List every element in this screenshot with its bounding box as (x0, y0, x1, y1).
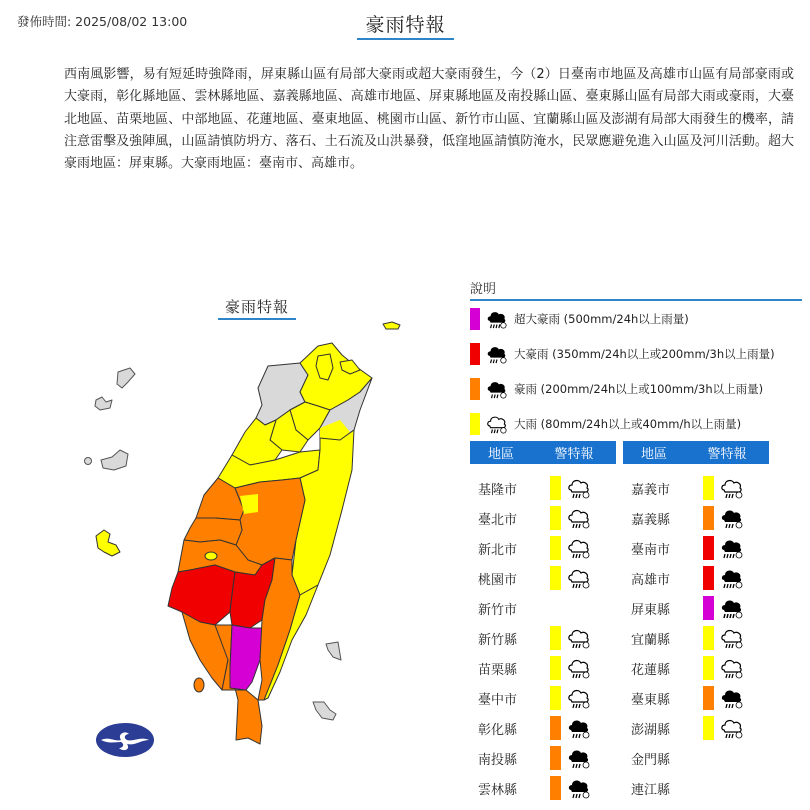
cloud-heavy-rain-icon (720, 536, 744, 560)
cloud-outline-rain-icon (720, 716, 744, 740)
table-row (623, 593, 769, 623)
cloud-heavy-rain-icon (720, 566, 744, 590)
legend-label: 超大豪雨 (500mm/24h以上雨量) (514, 312, 689, 326)
warning-level-swatch (703, 536, 714, 560)
region-name: 彰化縣 (478, 722, 518, 738)
warning-level-swatch (550, 476, 561, 500)
warning-level-swatch (703, 596, 714, 620)
region-name: 南投縣 (478, 752, 518, 768)
region-name: 澎湖縣 (631, 722, 671, 738)
col-region-header: 地區 (640, 447, 667, 462)
cloud-outline-rain-icon (567, 686, 591, 710)
table-row (623, 563, 769, 593)
warning-level-swatch (550, 506, 561, 530)
region-name: 屏東縣 (631, 602, 671, 618)
region-name: 宜蘭縣 (631, 632, 671, 648)
region-kinmen-small (85, 458, 92, 465)
warning-level-swatch (550, 536, 561, 560)
cloud-outline-rain-icon (720, 656, 744, 680)
legend-label: 大豪雨 (350mm/24h以上或200mm/3h以上雨量) (514, 347, 775, 361)
table-row (623, 503, 769, 533)
legend-panel (470, 278, 802, 441)
cloud-outline-rain-icon (720, 626, 744, 650)
table-rows (623, 473, 769, 803)
cloud-outline-rain-icon (567, 536, 591, 560)
warning-level-swatch (550, 746, 561, 770)
warning-level-swatch (703, 626, 714, 650)
region-name: 臺東縣 (631, 692, 671, 708)
warning-level-swatch (550, 686, 561, 710)
region-matsu-1 (117, 368, 135, 388)
region-tainan (168, 565, 235, 625)
region-penghu (96, 530, 120, 556)
cloud-heavy-rain-icon (720, 596, 744, 620)
region-name: 連江縣 (631, 782, 671, 798)
region-name: 臺北市 (478, 512, 518, 528)
cloud-rain-icon (567, 776, 591, 800)
table-row (623, 713, 769, 743)
table-row (470, 743, 616, 773)
warning-level-swatch (703, 476, 714, 500)
region-name: 新北市 (478, 542, 518, 558)
table-row (470, 503, 616, 533)
warning-level-swatch (550, 626, 561, 650)
table-row (623, 653, 769, 683)
col-warning-header: 警特報 (707, 447, 747, 462)
region-chiayi-city (205, 552, 217, 560)
warning-table-left (470, 441, 616, 803)
cloud-rain-icon (720, 506, 744, 530)
legend-swatch (470, 378, 480, 400)
cloud-heavy-rain-icon (486, 343, 508, 365)
region-name: 花蓮縣 (631, 662, 671, 678)
table-row (470, 563, 616, 593)
region-name: 桃園市 (478, 572, 518, 588)
warning-level-swatch (703, 656, 714, 680)
warning-level-swatch (703, 566, 714, 590)
cloud-outline-rain-icon (567, 506, 591, 530)
table-row (623, 473, 769, 503)
table-row (623, 773, 769, 803)
legend-title: 說明 (470, 278, 802, 301)
region-orchid-island (313, 702, 336, 720)
region-liuqiu (194, 678, 204, 692)
region-green-island (326, 642, 341, 660)
cloud-rain-icon (486, 378, 508, 400)
table-row (623, 623, 769, 653)
cloud-outline-rain-icon (720, 476, 744, 500)
warning-level-swatch (550, 656, 561, 680)
table-row (470, 533, 616, 563)
warning-level-swatch (550, 716, 561, 740)
cloud-outline-rain-icon (567, 476, 591, 500)
bulletin-text: 西南風影響，易有短延時強降雨，屏東縣山區有局部大豪雨或超大豪雨發生，今（2）日臺南市地區及高雄市山區有局部豪雨或大豪雨，彰化縣地區、雲林縣地區、嘉義縣地區、高雄市地區、屏東縣地區及南投縣山區、臺東縣山區有局部大雨或豪雨，大臺北地區、苗栗地區、中部地區、花蓮地區、臺東地區、桃園市山區、新竹市山區、宜蘭縣山區及澎湖有局部大雨發生的機率，請注意雷擊及強陣風，山區請慎防坍方、落石、土石流及山洪暴發，低窪地區請慎防淹水，民眾應避免進入山區及河川活動。超大豪雨地區：屏東縣。大豪雨地區：臺南市、高雄市。 (64, 67, 794, 172)
region-name: 臺南市 (631, 542, 671, 558)
region-name: 高雄市 (631, 572, 671, 588)
cloud-rain-icon (567, 746, 591, 770)
legend-label: 大雨 (80mm/24h以上或40mm/h以上雨量) (514, 417, 742, 431)
region-name: 雲林縣 (478, 782, 518, 798)
table-row (470, 683, 616, 713)
table-row (470, 713, 616, 743)
region-name: 基隆市 (478, 482, 518, 498)
table-row (470, 653, 616, 683)
cloud-outline-rain-icon (486, 413, 508, 435)
region-name: 新竹縣 (478, 632, 518, 648)
table-row (470, 473, 616, 503)
table-row (623, 683, 769, 713)
legend-item-heavy (470, 407, 802, 441)
legend-swatch (470, 308, 480, 330)
warning-level-swatch (550, 566, 561, 590)
cloud-heavy-rain-icon (486, 308, 508, 330)
region-name: 苗栗縣 (478, 662, 518, 678)
table-header (623, 441, 769, 464)
region-name: 臺中市 (478, 692, 518, 708)
table-row (470, 773, 616, 803)
warning-table-right (623, 441, 769, 803)
cloud-rain-icon (567, 716, 591, 740)
region-name: 嘉義市 (631, 482, 671, 498)
region-pengjia (383, 322, 400, 329)
legend-item-torrential (470, 337, 802, 371)
table-row (623, 743, 769, 773)
page-title: 豪雨特報 (357, 10, 454, 40)
cloud-outline-rain-icon (567, 566, 591, 590)
legend-swatch (470, 413, 480, 435)
region-pingtung-mtn (230, 625, 262, 690)
cloud-outline-rain-icon (567, 656, 591, 680)
legend-item-extremely-torrential (470, 302, 802, 336)
map-title: 豪雨特報 (218, 296, 296, 320)
legend-item-extremely-heavy (470, 372, 802, 406)
warning-level-swatch (703, 506, 714, 530)
table-row (470, 593, 616, 623)
region-name: 金門縣 (631, 752, 671, 768)
table-header (470, 441, 616, 464)
warning-level-swatch (550, 776, 561, 800)
cloud-rain-icon (720, 686, 744, 710)
region-matsu-2 (95, 397, 112, 410)
table-rows (470, 473, 616, 803)
table-row (470, 623, 616, 653)
cwa-logo-icon (95, 722, 155, 758)
warning-level-swatch (703, 716, 714, 740)
region-name: 新竹市 (478, 602, 518, 618)
legend-label: 豪雨 (200mm/24h以上或100mm/3h以上雨量) (514, 382, 764, 396)
cloud-outline-rain-icon (567, 626, 591, 650)
issue-time: 發佈時間: 2025/08/02 13:00 (17, 14, 188, 29)
col-region-header: 地區 (487, 447, 514, 462)
region-name: 嘉義縣 (631, 512, 671, 528)
legend-swatch (470, 343, 480, 365)
region-kinmen (101, 450, 128, 470)
table-row (623, 533, 769, 563)
warning-level-swatch (703, 686, 714, 710)
col-warning-header: 警特報 (554, 447, 594, 462)
